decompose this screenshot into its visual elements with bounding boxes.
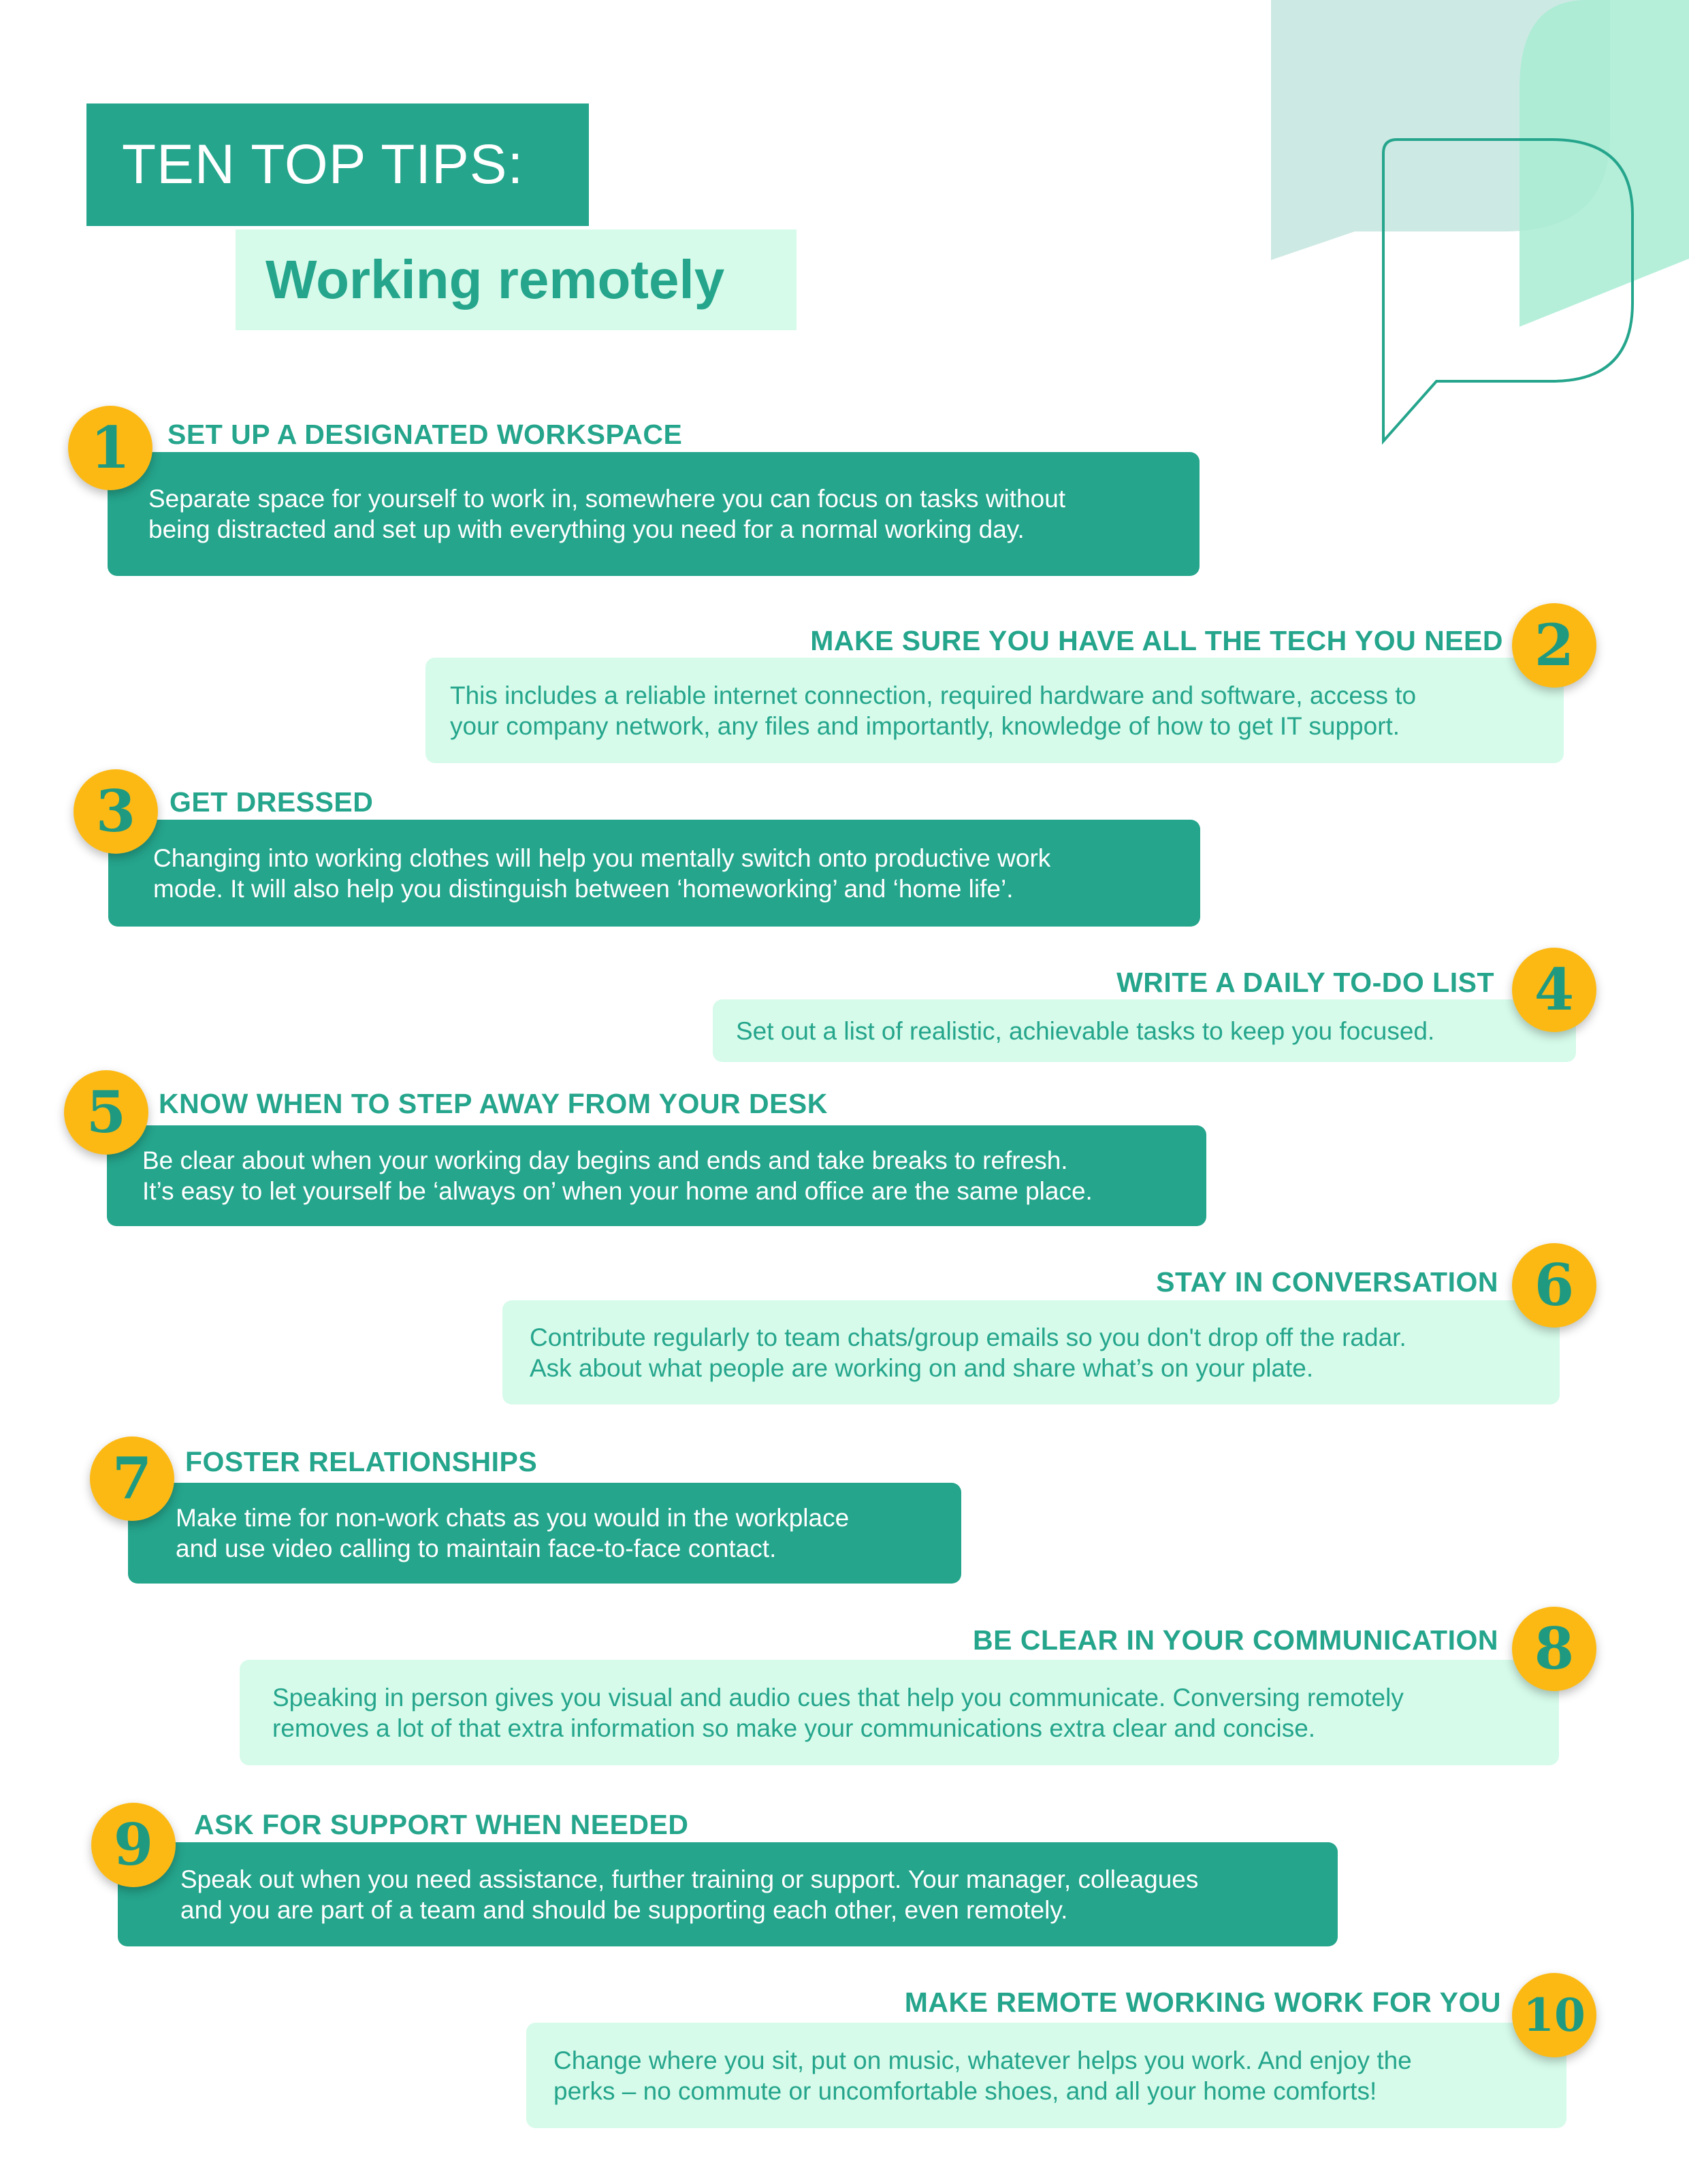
tip-text-bubble: Changing into working clothes will help you mentally switch onto productive work mode. It will also help you distinguish between ‘homeworking’ and ‘home life’. [108, 820, 1200, 927]
number-badge [1512, 603, 1596, 688]
tip-text-bubble: Separate space for yourself to work in, somewhere you can focus on tasks without being distracted and set up with everything you need for a normal working day. [108, 452, 1200, 576]
badge-number: 5 [86, 1078, 127, 1146]
tip-heading: BE CLEAR IN YOUR COMMUNICATION [973, 1624, 1498, 1656]
badge-number: 8 [1534, 1615, 1575, 1682]
tip-text-bubble: Be clear about when your working day begins and ends and take breaks to refresh. It’s easy to let yourself be ‘always on’ when your home and office are the same place. [107, 1125, 1206, 1226]
page-title: TEN TOP TIPS: [122, 133, 524, 195]
tip-heading: STAY IN CONVERSATION [1156, 1266, 1498, 1298]
tip-heading: MAKE REMOTE WORKING WORK FOR YOU [904, 1987, 1501, 2018]
number-badge [1512, 948, 1596, 1032]
number-badge [90, 1436, 174, 1521]
badge-number: 2 [1534, 611, 1575, 679]
tip-text-bubble: Set out a list of realistic, achievable tasks to keep you focused. [713, 999, 1576, 1062]
badge-number: 10 [1523, 1989, 1586, 2042]
tip-heading: MAKE SURE YOU HAVE ALL THE TECH YOU NEED [810, 625, 1503, 656]
speech-bubble-shape-grey [1271, 0, 1610, 260]
tip-heading: ASK FOR SUPPORT WHEN NEEDED [194, 1809, 689, 1840]
number-badge [64, 1070, 148, 1155]
tip-heading: KNOW WHEN TO STEP AWAY FROM YOUR DESK [159, 1088, 828, 1119]
number-badge [1512, 1973, 1596, 2057]
title-banner [86, 103, 589, 226]
subtitle-banner [236, 229, 797, 330]
tip-heading: FOSTER RELATIONSHIPS [185, 1446, 538, 1477]
speech-bubble-shape-mint [1519, 0, 1689, 327]
tip-text-bubble: Speaking in person gives you visual and audio cues that help you communicate. Conversing remotely removes a lot of that extra information so make your communications extra clear and concise. [240, 1660, 1559, 1765]
badge-number: 7 [112, 1445, 152, 1512]
tip-text-bubble: Change where you sit, put on music, whatever helps you work. And enjoy the perks – no commute or uncomfortable shoes, and all your home comforts! [526, 2023, 1566, 2128]
badge-number: 6 [1534, 1251, 1575, 1319]
tip-heading: WRITE A DAILY TO-DO LIST [1116, 967, 1494, 998]
number-badge [1512, 1243, 1596, 1328]
number-badge [74, 769, 158, 854]
speech-bubble-outline-icon [1383, 140, 1632, 441]
tip-text-bubble: Make time for non-work chats as you would in the workplace and use video calling to maintain face-to-face contact. [128, 1483, 961, 1584]
badge-number: 3 [95, 777, 136, 845]
tip-heading: SET UP A DESIGNATED WORKSPACE [167, 419, 683, 450]
badge-number: 1 [90, 414, 131, 481]
tip-text-bubble: Contribute regularly to team chats/group emails so you don't drop off the radar. Ask about what people are working on and share what’s on your plate. [502, 1300, 1560, 1404]
tip-text-bubble: This includes a reliable internet connection, required hardware and software, access to your company network, any files and importantly, knowledge of how to get IT support. [425, 658, 1564, 763]
number-badge [68, 406, 152, 490]
number-badge [1512, 1607, 1596, 1691]
badge-number: 4 [1534, 956, 1575, 1023]
page-subtitle: Working remotely [266, 249, 725, 310]
tip-heading: GET DRESSED [170, 786, 374, 818]
number-badge [91, 1803, 176, 1887]
tip-text-bubble: Speak out when you need assistance, further training or support. Your manager, colleagues and you are part of a team and should be supporting each other, even remotely. [118, 1842, 1338, 1946]
badge-number: 9 [113, 1811, 154, 1878]
